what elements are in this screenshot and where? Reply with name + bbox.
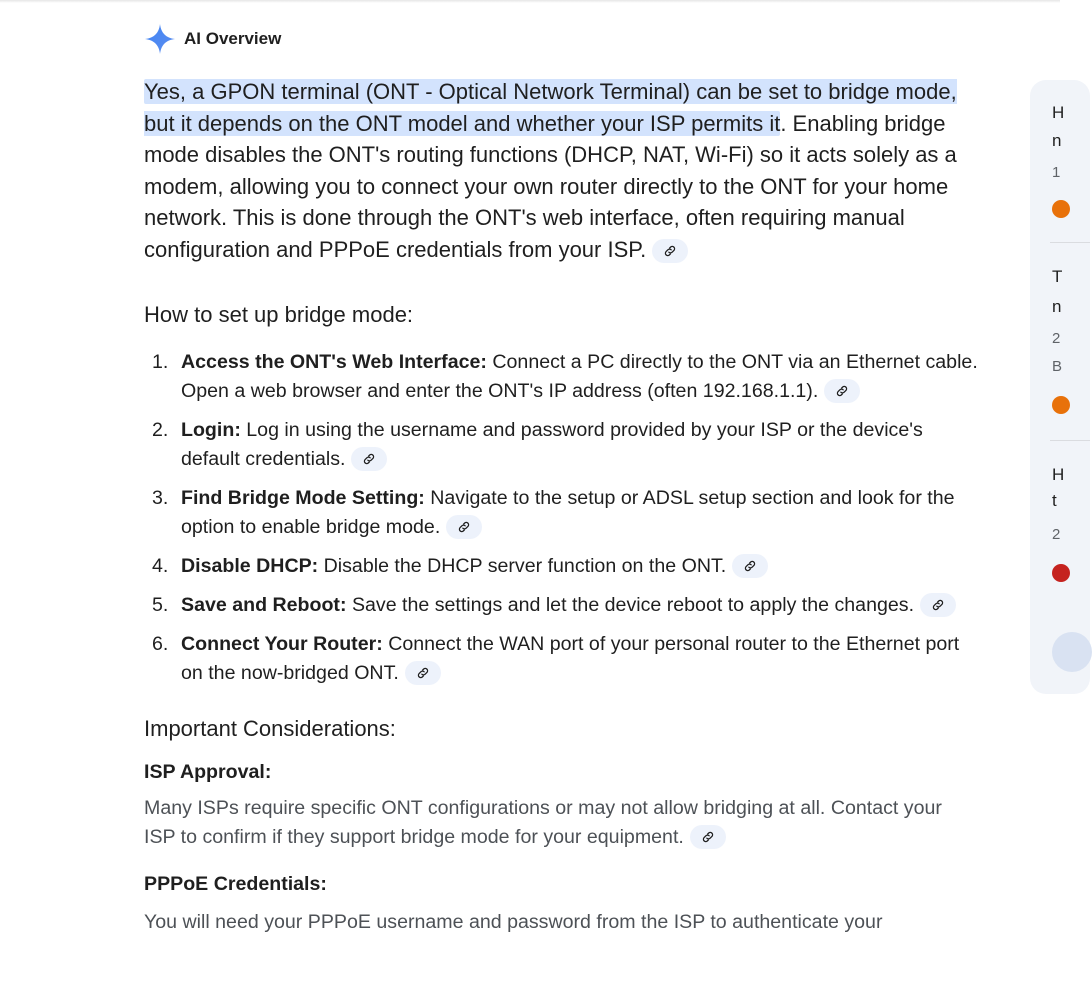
source-link-button[interactable] bbox=[652, 239, 688, 263]
step-title: Save and Reboot: bbox=[181, 593, 347, 616]
step-text: Disable the DHCP server function on the ONT. bbox=[318, 554, 727, 577]
source-1-title[interactable]: H bbox=[1052, 103, 1065, 122]
setup-steps-list bbox=[144, 348, 984, 688]
source-divider bbox=[1050, 242, 1090, 243]
step-text: Connect a PC directly to the ONT via an Ethernet cable. Open a web browser and enter the ONT's IP address (often 192.168.1.1). bbox=[181, 350, 978, 402]
source-3-title[interactable]: H bbox=[1052, 465, 1065, 484]
step-number: 5. bbox=[152, 593, 169, 616]
list-item bbox=[144, 591, 981, 620]
source-2-title[interactable]: T bbox=[1052, 267, 1063, 286]
overview-body bbox=[144, 76, 984, 937]
source-2-title-line2[interactable]: n bbox=[1052, 297, 1062, 316]
isp-approval-heading: ISP Approval: bbox=[144, 760, 272, 783]
link-icon bbox=[416, 666, 430, 680]
step-title: Connect Your Router: bbox=[181, 632, 383, 655]
list-item bbox=[144, 416, 981, 474]
isp-approval-text bbox=[144, 794, 974, 852]
step-number: 2. bbox=[152, 418, 169, 441]
intro-text: . Enabling bridge mode disables the ONT's routing functions (DHCP, NAT, Wi-Fi) so it acts solely as a modem, allowing you to connect your own router directly to the ONT for your home network. This is done through the ONT's web interface, often requiring manual configuration and PPPoE credentials from your ISP. bbox=[144, 110, 957, 262]
list-item bbox=[144, 348, 981, 406]
source-link-button[interactable] bbox=[920, 593, 956, 617]
pppoe-text: You will need your PPPoE username and password from the ISP to authenticate your bbox=[144, 910, 883, 933]
source-1-date: 1 bbox=[1052, 164, 1061, 181]
step-title: Find Bridge Mode Setting: bbox=[181, 486, 425, 509]
isp-approval-body: Many ISPs require specific ONT configurations or may not allow bridging at all. Contact your ISP to confirm if they support bridge mode for your equipment. bbox=[144, 796, 942, 848]
step-title: Access the ONT's Web Interface: bbox=[181, 350, 487, 373]
source-link-button[interactable] bbox=[446, 515, 482, 539]
source-3-favicon-icon bbox=[1052, 564, 1070, 582]
source-2-date: 2 bbox=[1052, 330, 1061, 347]
link-icon bbox=[457, 520, 471, 534]
ai-overview-header bbox=[144, 22, 281, 56]
source-1-title-line2[interactable]: n bbox=[1052, 131, 1062, 150]
link-icon bbox=[362, 452, 376, 466]
step-number: 6. bbox=[152, 632, 169, 655]
ai-overview-title: AI Overview bbox=[184, 29, 282, 48]
top-shadow bbox=[0, 0, 1060, 3]
step-number: 1. bbox=[152, 350, 169, 373]
source-2-favicon-icon bbox=[1052, 396, 1070, 414]
step-text: Navigate to the setup or ADSL setup section and look for the option to enable bridge mode. bbox=[181, 486, 955, 538]
intro-highlighted-text: Yes, a GPON terminal (ONT - Optical Network Terminal) can be set to bridge mode, but it depends on the ONT model and whether your ISP permits it bbox=[144, 79, 957, 136]
show-all-sources-button[interactable] bbox=[1052, 632, 1092, 672]
source-2-site: B bbox=[1052, 358, 1063, 375]
source-link-button[interactable] bbox=[824, 379, 860, 403]
list-item bbox=[144, 552, 981, 581]
source-link-button[interactable] bbox=[690, 825, 726, 849]
intro-paragraph bbox=[144, 76, 984, 266]
source-link-button[interactable] bbox=[351, 447, 387, 471]
step-title: Disable DHCP: bbox=[181, 554, 319, 577]
sources-panel bbox=[1030, 80, 1090, 694]
list-item bbox=[144, 484, 981, 542]
step-text: Log in using the username and password provided by your ISP or the device's default credentials. bbox=[181, 418, 923, 470]
link-icon bbox=[835, 384, 849, 398]
setup-heading: How to set up bridge mode: bbox=[144, 301, 414, 327]
step-title: Login: bbox=[181, 418, 241, 441]
list-item bbox=[144, 630, 981, 688]
step-text: Save the settings and let the device reboot to apply the changes. bbox=[346, 593, 915, 616]
source-link-button[interactable] bbox=[405, 661, 441, 685]
source-divider bbox=[1050, 440, 1090, 441]
source-3-title-line2[interactable]: t bbox=[1052, 491, 1057, 510]
link-icon bbox=[701, 830, 715, 844]
pppoe-heading: PPPoE Credentials: bbox=[144, 872, 327, 895]
source-3-date: 2 bbox=[1052, 526, 1061, 543]
step-text: Connect the WAN port of your personal router to the Ethernet port on the now-bridged ONT. bbox=[181, 632, 960, 684]
gemini-sparkle-icon bbox=[144, 23, 176, 55]
link-icon bbox=[743, 559, 757, 573]
link-icon bbox=[931, 598, 945, 612]
source-1-favicon-icon bbox=[1052, 200, 1070, 218]
step-number: 3. bbox=[152, 486, 169, 509]
step-number: 4. bbox=[152, 554, 169, 577]
link-icon bbox=[663, 244, 677, 258]
source-link-button[interactable] bbox=[732, 554, 768, 578]
considerations-heading: Important Considerations: bbox=[144, 715, 396, 741]
